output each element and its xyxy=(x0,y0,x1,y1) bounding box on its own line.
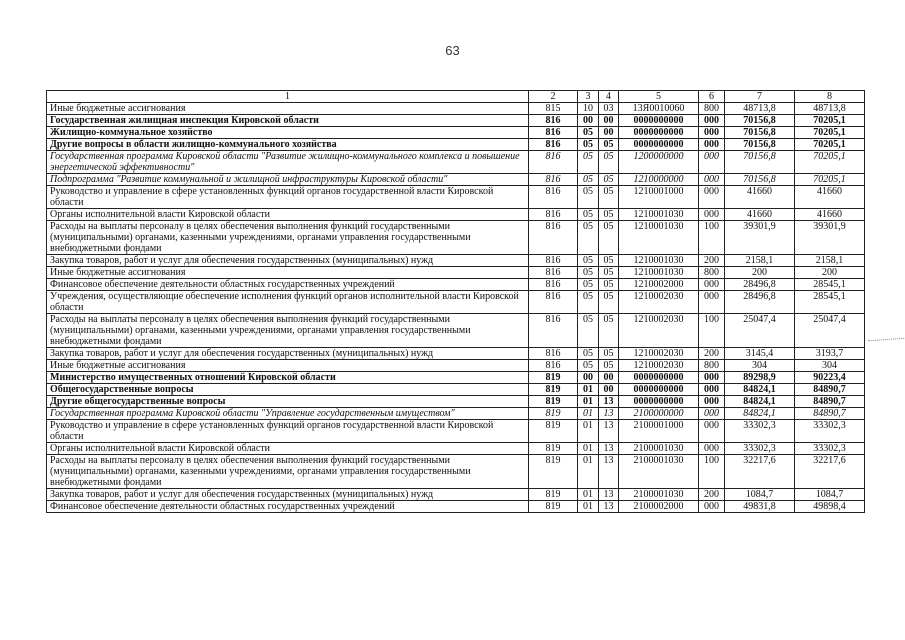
table-row xyxy=(47,255,865,267)
target-code-cell: 0000000000 xyxy=(619,115,699,127)
table-row xyxy=(47,221,865,255)
section-code-cell: 01 xyxy=(578,420,599,443)
amount-year2-cell: 39301,9 xyxy=(795,221,865,255)
amount-year1-cell: 33302,3 xyxy=(725,443,795,455)
amount-year1-cell: 89298,9 xyxy=(725,372,795,384)
table-row xyxy=(47,291,865,314)
target-code-cell: 0000000000 xyxy=(619,372,699,384)
target-code-cell: 0000000000 xyxy=(619,396,699,408)
amount-year1-cell: 84824,1 xyxy=(725,384,795,396)
expense-type-cell: 200 xyxy=(699,255,725,267)
admin-code-cell: 819 xyxy=(529,420,578,443)
amount-year2-cell: 28545,1 xyxy=(795,291,865,314)
admin-code-cell: 816 xyxy=(529,267,578,279)
row-name-cell: Органы исполнительной власти Кировской области xyxy=(47,443,529,455)
admin-code-cell: 819 xyxy=(529,384,578,396)
amount-year1-cell: 48713,8 xyxy=(725,103,795,115)
expense-type-cell: 000 xyxy=(699,115,725,127)
amount-year2-cell: 304 xyxy=(795,360,865,372)
table-row xyxy=(47,174,865,186)
expense-type-cell: 100 xyxy=(699,455,725,489)
column-header: 3 xyxy=(578,91,599,103)
subsection-code-cell: 00 xyxy=(599,372,619,384)
row-name-cell: Учреждения, осуществляющие обеспечение исполнения функций органов исполнительной власти Кировской области xyxy=(47,291,529,314)
section-code-cell: 01 xyxy=(578,408,599,420)
subsection-code-cell: 05 xyxy=(599,360,619,372)
expense-type-cell: 800 xyxy=(699,267,725,279)
amount-year1-cell: 39301,9 xyxy=(725,221,795,255)
admin-code-cell: 819 xyxy=(529,408,578,420)
table-row xyxy=(47,314,865,348)
subsection-code-cell: 05 xyxy=(599,348,619,360)
section-code-cell: 05 xyxy=(578,186,599,209)
table-row xyxy=(47,139,865,151)
amount-year2-cell: 70205,1 xyxy=(795,127,865,139)
subsection-code-cell: 13 xyxy=(599,396,619,408)
amount-year2-cell: 70205,1 xyxy=(795,115,865,127)
row-name-cell: Иные бюджетные ассигнования xyxy=(47,267,529,279)
table-row xyxy=(47,127,865,139)
target-code-cell: 0000000000 xyxy=(619,139,699,151)
table-row xyxy=(47,209,865,221)
expense-type-cell: 000 xyxy=(699,443,725,455)
expense-type-cell: 100 xyxy=(699,221,725,255)
row-name-cell: Финансовое обеспечение деятельности областных государственных учреждений xyxy=(47,279,529,291)
target-code-cell: 1210002030 xyxy=(619,360,699,372)
amount-year1-cell: 200 xyxy=(725,267,795,279)
table-row xyxy=(47,267,865,279)
admin-code-cell: 816 xyxy=(529,221,578,255)
section-code-cell: 05 xyxy=(578,139,599,151)
expense-type-cell: 000 xyxy=(699,151,725,174)
table-row xyxy=(47,115,865,127)
table-row xyxy=(47,489,865,501)
column-header: 7 xyxy=(725,91,795,103)
subsection-code-cell: 00 xyxy=(599,384,619,396)
admin-code-cell: 816 xyxy=(529,174,578,186)
target-code-cell: 2100001030 xyxy=(619,489,699,501)
amount-year2-cell: 70205,1 xyxy=(795,174,865,186)
table-row xyxy=(47,455,865,489)
section-code-cell: 05 xyxy=(578,267,599,279)
subsection-code-cell: 00 xyxy=(599,127,619,139)
admin-code-cell: 816 xyxy=(529,255,578,267)
target-code-cell: 1210000000 xyxy=(619,174,699,186)
amount-year2-cell: 25047,4 xyxy=(795,314,865,348)
row-name-cell: Руководство и управление в сфере установленных функций органов государственной власти Кировской области xyxy=(47,420,529,443)
row-name-cell: Другие общегосударственные вопросы xyxy=(47,396,529,408)
admin-code-cell: 819 xyxy=(529,372,578,384)
admin-code-cell: 816 xyxy=(529,186,578,209)
admin-code-cell: 816 xyxy=(529,348,578,360)
amount-year2-cell: 32217,6 xyxy=(795,455,865,489)
table-body xyxy=(47,103,865,513)
admin-code-cell: 816 xyxy=(529,279,578,291)
amount-year1-cell: 70156,8 xyxy=(725,174,795,186)
subsection-code-cell: 05 xyxy=(599,174,619,186)
row-name-cell: Расходы на выплаты персоналу в целях обеспечения выполнения функций государственными (муниципальными) органами, казенными учреждениями, органами управления государственными внебюджетными фондами xyxy=(47,455,529,489)
expense-type-cell: 000 xyxy=(699,372,725,384)
admin-code-cell: 819 xyxy=(529,443,578,455)
row-name-cell: Жилищно-коммунальное хозяйство xyxy=(47,127,529,139)
amount-year2-cell: 3193,7 xyxy=(795,348,865,360)
table-row xyxy=(47,384,865,396)
amount-year1-cell: 25047,4 xyxy=(725,314,795,348)
target-code-cell: 1210001030 xyxy=(619,221,699,255)
admin-code-cell: 816 xyxy=(529,151,578,174)
subsection-code-cell: 13 xyxy=(599,408,619,420)
expense-type-cell: 000 xyxy=(699,139,725,151)
table-row xyxy=(47,372,865,384)
row-name-cell: Расходы на выплаты персоналу в целях обеспечения выполнения функций государственными (муниципальными) органами, казенными учреждениями, органами управления государственными внебюджетными фондами xyxy=(47,221,529,255)
row-name-cell: Государственная программа Кировской области "Развитие жилищно-коммунального комплекса и повышение энергетической эффективности" xyxy=(47,151,529,174)
amount-year2-cell: 41660 xyxy=(795,186,865,209)
admin-code-cell: 819 xyxy=(529,501,578,513)
section-code-cell: 05 xyxy=(578,360,599,372)
expense-type-cell: 000 xyxy=(699,396,725,408)
amount-year1-cell: 70156,8 xyxy=(725,151,795,174)
section-code-cell: 05 xyxy=(578,279,599,291)
expense-type-cell: 000 xyxy=(699,174,725,186)
amount-year1-cell: 70156,8 xyxy=(725,127,795,139)
expense-type-cell: 000 xyxy=(699,501,725,513)
amount-year1-cell: 70156,8 xyxy=(725,115,795,127)
amount-year1-cell: 28496,8 xyxy=(725,291,795,314)
table-row xyxy=(47,279,865,291)
row-name-cell: Иные бюджетные ассигнования xyxy=(47,103,529,115)
target-code-cell: 1200000000 xyxy=(619,151,699,174)
amount-year2-cell: 84890,7 xyxy=(795,396,865,408)
section-code-cell: 01 xyxy=(578,455,599,489)
amount-year1-cell: 84824,1 xyxy=(725,396,795,408)
section-code-cell: 05 xyxy=(578,255,599,267)
section-code-cell: 05 xyxy=(578,127,599,139)
expense-type-cell: 200 xyxy=(699,489,725,501)
row-name-cell: Государственная программа Кировской области "Управление государственным имуществом" xyxy=(47,408,529,420)
expense-type-cell: 000 xyxy=(699,384,725,396)
expense-type-cell: 800 xyxy=(699,360,725,372)
amount-year1-cell: 33302,3 xyxy=(725,420,795,443)
row-name-cell: Общегосударственные вопросы xyxy=(47,384,529,396)
subsection-code-cell: 05 xyxy=(599,186,619,209)
table-row xyxy=(47,408,865,420)
amount-year1-cell: 32217,6 xyxy=(725,455,795,489)
amount-year1-cell: 3145,4 xyxy=(725,348,795,360)
row-name-cell: Государственная жилищная инспекция Кировской области xyxy=(47,115,529,127)
row-name-cell: Руководство и управление в сфере установленных функций органов государственной власти Кировской области xyxy=(47,186,529,209)
amount-year2-cell: 48713,8 xyxy=(795,103,865,115)
subsection-code-cell: 05 xyxy=(599,267,619,279)
section-code-cell: 05 xyxy=(578,221,599,255)
table-row xyxy=(47,396,865,408)
admin-code-cell: 816 xyxy=(529,291,578,314)
subsection-code-cell: 05 xyxy=(599,209,619,221)
amount-year2-cell: 70205,1 xyxy=(795,151,865,174)
subsection-code-cell: 03 xyxy=(599,103,619,115)
amount-year2-cell: 90223,4 xyxy=(795,372,865,384)
target-code-cell: 0000000000 xyxy=(619,127,699,139)
amount-year2-cell: 33302,3 xyxy=(795,443,865,455)
amount-year2-cell: 33302,3 xyxy=(795,420,865,443)
subsection-code-cell: 13 xyxy=(599,501,619,513)
table-row xyxy=(47,348,865,360)
table-row xyxy=(47,186,865,209)
amount-year2-cell: 41660 xyxy=(795,209,865,221)
amount-year2-cell: 84890,7 xyxy=(795,408,865,420)
target-code-cell: 2100001030 xyxy=(619,443,699,455)
row-name-cell: Органы исполнительной власти Кировской области xyxy=(47,209,529,221)
target-code-cell: 1210001000 xyxy=(619,186,699,209)
section-code-cell: 01 xyxy=(578,501,599,513)
amount-year1-cell: 41660 xyxy=(725,186,795,209)
subsection-code-cell: 13 xyxy=(599,455,619,489)
subsection-code-cell: 05 xyxy=(599,139,619,151)
amount-year2-cell: 70205,1 xyxy=(795,139,865,151)
target-code-cell: 13Я0010060 xyxy=(619,103,699,115)
target-code-cell: 1210001030 xyxy=(619,255,699,267)
amount-year2-cell: 1084,7 xyxy=(795,489,865,501)
section-code-cell: 05 xyxy=(578,291,599,314)
column-header: 8 xyxy=(795,91,865,103)
column-header: 1 xyxy=(47,91,529,103)
admin-code-cell: 816 xyxy=(529,139,578,151)
amount-year2-cell: 200 xyxy=(795,267,865,279)
row-name-cell: Закупка товаров, работ и услуг для обеспечения государственных (муниципальных) нужд xyxy=(47,255,529,267)
row-name-cell: Подпрограмма "Развитие коммунальной и жилищной инфраструктуры Кировской области" xyxy=(47,174,529,186)
admin-code-cell: 816 xyxy=(529,360,578,372)
row-name-cell: Финансовое обеспечение деятельности областных государственных учреждений xyxy=(47,501,529,513)
row-name-cell: Закупка товаров, работ и услуг для обеспечения государственных (муниципальных) нужд xyxy=(47,489,529,501)
admin-code-cell: 816 xyxy=(529,115,578,127)
row-name-cell: Расходы на выплаты персоналу в целях обеспечения выполнения функций государственными (муниципальными) органами, казенными учреждениями, органами управления государственными внебюджетными фондами xyxy=(47,314,529,348)
admin-code-cell: 816 xyxy=(529,127,578,139)
table-row xyxy=(47,151,865,174)
amount-year1-cell: 84824,1 xyxy=(725,408,795,420)
section-code-cell: 00 xyxy=(578,115,599,127)
row-name-cell: Министерство имущественных отношений Кировской области xyxy=(47,372,529,384)
admin-code-cell: 816 xyxy=(529,314,578,348)
expense-type-cell: 000 xyxy=(699,291,725,314)
row-name-cell: Другие вопросы в области жилищно-коммунального хозяйства xyxy=(47,139,529,151)
subsection-code-cell: 05 xyxy=(599,279,619,291)
subsection-code-cell: 13 xyxy=(599,489,619,501)
admin-code-cell: 819 xyxy=(529,396,578,408)
amount-year2-cell: 28545,1 xyxy=(795,279,865,291)
expense-type-cell: 100 xyxy=(699,314,725,348)
expense-type-cell: 000 xyxy=(699,408,725,420)
budget-table xyxy=(46,90,865,513)
column-header: 5 xyxy=(619,91,699,103)
amount-year1-cell: 2158,1 xyxy=(725,255,795,267)
section-code-cell: 00 xyxy=(578,372,599,384)
subsection-code-cell: 05 xyxy=(599,221,619,255)
subsection-code-cell: 05 xyxy=(599,255,619,267)
amount-year2-cell: 49898,4 xyxy=(795,501,865,513)
column-header: 6 xyxy=(699,91,725,103)
admin-code-cell: 815 xyxy=(529,103,578,115)
target-code-cell: 1210001030 xyxy=(619,209,699,221)
target-code-cell: 2100002000 xyxy=(619,501,699,513)
expense-type-cell: 000 xyxy=(699,209,725,221)
section-code-cell: 05 xyxy=(578,174,599,186)
subsection-code-cell: 13 xyxy=(599,420,619,443)
subsection-code-cell: 05 xyxy=(599,151,619,174)
target-code-cell: 2100000000 xyxy=(619,408,699,420)
subsection-code-cell: 13 xyxy=(599,443,619,455)
admin-code-cell: 816 xyxy=(529,209,578,221)
section-code-cell: 01 xyxy=(578,384,599,396)
subsection-code-cell: 05 xyxy=(599,314,619,348)
target-code-cell: 1210001030 xyxy=(619,267,699,279)
amount-year1-cell: 41660 xyxy=(725,209,795,221)
table-row xyxy=(47,360,865,372)
page-number: 63 xyxy=(445,43,460,58)
target-code-cell: 1210002030 xyxy=(619,314,699,348)
amount-year1-cell: 49831,8 xyxy=(725,501,795,513)
expense-type-cell: 200 xyxy=(699,348,725,360)
amount-year1-cell: 28496,8 xyxy=(725,279,795,291)
amount-year1-cell: 304 xyxy=(725,360,795,372)
column-header: 2 xyxy=(529,91,578,103)
section-code-cell: 01 xyxy=(578,396,599,408)
section-code-cell: 05 xyxy=(578,314,599,348)
section-code-cell: 05 xyxy=(578,209,599,221)
section-code-cell: 05 xyxy=(578,348,599,360)
column-header: 4 xyxy=(599,91,619,103)
target-code-cell: 1210002030 xyxy=(619,291,699,314)
section-code-cell: 01 xyxy=(578,443,599,455)
section-code-cell: 10 xyxy=(578,103,599,115)
table-row xyxy=(47,443,865,455)
expense-type-cell: 000 xyxy=(699,186,725,209)
table-row xyxy=(47,501,865,513)
subsection-code-cell: 00 xyxy=(599,115,619,127)
amount-year1-cell: 70156,8 xyxy=(725,139,795,151)
row-name-cell: Иные бюджетные ассигнования xyxy=(47,360,529,372)
admin-code-cell: 819 xyxy=(529,489,578,501)
expense-type-cell: 800 xyxy=(699,103,725,115)
target-code-cell: 1210002000 xyxy=(619,279,699,291)
amount-year1-cell: 1084,7 xyxy=(725,489,795,501)
section-code-cell: 05 xyxy=(578,151,599,174)
admin-code-cell: 819 xyxy=(529,455,578,489)
expense-type-cell: 000 xyxy=(699,420,725,443)
amount-year2-cell: 2158,1 xyxy=(795,255,865,267)
subsection-code-cell: 05 xyxy=(599,291,619,314)
expense-type-cell: 000 xyxy=(699,127,725,139)
target-code-cell: 2100001000 xyxy=(619,420,699,443)
column-number-row xyxy=(47,91,865,103)
row-name-cell: Закупка товаров, работ и услуг для обеспечения государственных (муниципальных) нужд xyxy=(47,348,529,360)
amount-year2-cell: 84890,7 xyxy=(795,384,865,396)
scan-artifact xyxy=(868,332,905,342)
target-code-cell: 0000000000 xyxy=(619,384,699,396)
expense-type-cell: 000 xyxy=(699,279,725,291)
target-code-cell: 1210002030 xyxy=(619,348,699,360)
section-code-cell: 01 xyxy=(578,489,599,501)
table-row xyxy=(47,103,865,115)
table-row xyxy=(47,420,865,443)
target-code-cell: 2100001030 xyxy=(619,455,699,489)
